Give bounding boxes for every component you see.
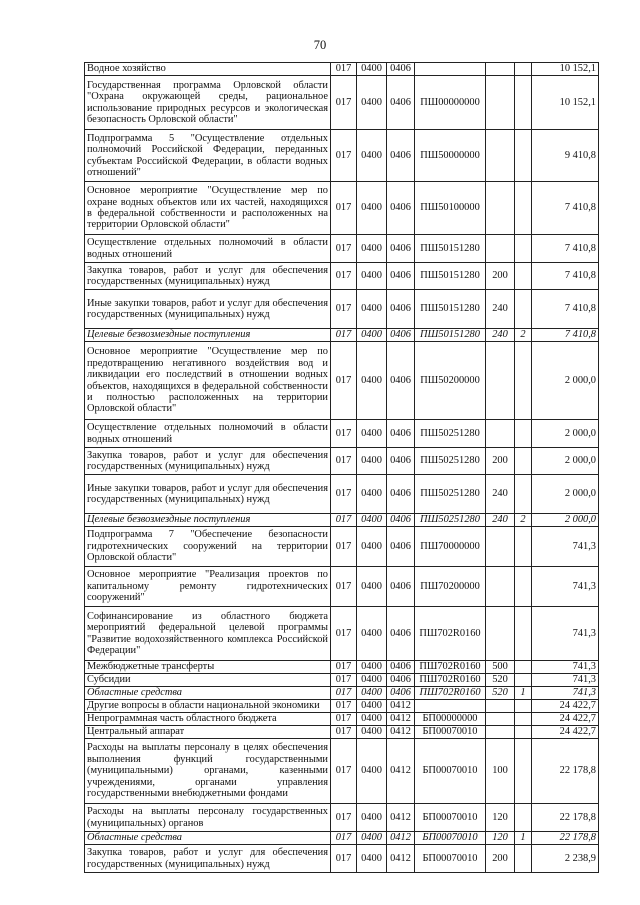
table-row [85, 674, 599, 687]
target-article-code: БП00000000 [415, 713, 486, 726]
gov-code: 017 [331, 63, 357, 76]
section-code: 0400 [357, 76, 387, 130]
subsection-code: 0406 [387, 420, 415, 448]
target-article-code: ПШ702R0160 [415, 661, 486, 674]
section-code: 0400 [357, 514, 387, 527]
expense-type-code [486, 726, 515, 739]
expense-type-code: 200 [486, 263, 515, 290]
row-name: Другие вопросы в области национальной экономики [85, 700, 331, 713]
row-name: Областные средства [85, 832, 331, 845]
row-name: Осуществление отдельных полномочий в области водных отношений [85, 420, 331, 448]
amount: 10 152,1 [532, 76, 599, 130]
gov-code: 017 [331, 527, 357, 567]
section-code: 0400 [357, 448, 387, 475]
amount: 2 000,0 [532, 475, 599, 514]
section-code: 0400 [357, 263, 387, 290]
subsection-code: 0406 [387, 674, 415, 687]
amount: 741,3 [532, 567, 599, 607]
table-row [85, 329, 599, 342]
row-name: Иные закупки товаров, работ и услуг для обеспечения государственных (муниципальных) нужд [85, 290, 331, 329]
subsection-code: 0406 [387, 182, 415, 235]
fund-source-code [515, 235, 532, 263]
row-name: Межбюджетные трансферты [85, 661, 331, 674]
fund-source-code [515, 420, 532, 448]
row-name: Основное мероприятие "Осуществление мер по предотвращению негативного воздействия вод и ликвидации его последствий в отношении водных объектов, находящихся в федеральной собственности и полностью расположенных на территории Орловской области" [85, 342, 331, 420]
row-name: Закупка товаров, работ и услуг для обеспечения государственных (муниципальных) нужд [85, 845, 331, 873]
section-code: 0400 [357, 726, 387, 739]
target-article-code: ПШ50251280 [415, 448, 486, 475]
row-name: Целевые безвозмездные поступления [85, 514, 331, 527]
expense-type-code: 520 [486, 674, 515, 687]
amount: 7 410,8 [532, 329, 599, 342]
target-article-code: ПШ50251280 [415, 514, 486, 527]
section-code: 0400 [357, 182, 387, 235]
fund-source-code: 2 [515, 514, 532, 527]
fund-source-code: 2 [515, 329, 532, 342]
target-article-code: БП00070010 [415, 739, 486, 804]
amount: 741,3 [532, 661, 599, 674]
section-code: 0400 [357, 63, 387, 76]
gov-code: 017 [331, 739, 357, 804]
expense-type-code [486, 700, 515, 713]
table-row [85, 700, 599, 713]
subsection-code: 0412 [387, 713, 415, 726]
amount: 9 410,8 [532, 130, 599, 182]
expense-type-code: 200 [486, 448, 515, 475]
section-code: 0400 [357, 235, 387, 263]
section-code: 0400 [357, 687, 387, 700]
row-name: Закупка товаров, работ и услуг для обеспечения государственных (муниципальных) нужд [85, 263, 331, 290]
section-code: 0400 [357, 527, 387, 567]
subsection-code: 0406 [387, 342, 415, 420]
gov-code: 017 [331, 235, 357, 263]
target-article-code: ПШ70200000 [415, 567, 486, 607]
fund-source-code [515, 845, 532, 873]
subsection-code: 0406 [387, 329, 415, 342]
table-row [85, 661, 599, 674]
expense-type-code [486, 420, 515, 448]
gov-code: 017 [331, 674, 357, 687]
subsection-code: 0412 [387, 845, 415, 873]
row-name: Закупка товаров, работ и услуг для обеспечения государственных (муниципальных) нужд [85, 448, 331, 475]
fund-source-code [515, 739, 532, 804]
row-name: Осуществление отдельных полномочий в области водных отношений [85, 235, 331, 263]
subsection-code: 0406 [387, 263, 415, 290]
amount: 7 410,8 [532, 235, 599, 263]
subsection-code: 0412 [387, 832, 415, 845]
fund-source-code [515, 713, 532, 726]
row-name: Областные средства [85, 687, 331, 700]
fund-source-code [515, 804, 532, 832]
target-article-code: ПШ702R0160 [415, 674, 486, 687]
budget-table [84, 62, 599, 873]
table-row [85, 607, 599, 661]
row-name: Субсидии [85, 674, 331, 687]
fund-source-code [515, 726, 532, 739]
target-article-code: ПШ702R0160 [415, 687, 486, 700]
section-code: 0400 [357, 567, 387, 607]
row-name: Иные закупки товаров, работ и услуг для обеспечения государственных (муниципальных) нужд [85, 475, 331, 514]
expense-type-code [486, 567, 515, 607]
gov-code: 017 [331, 329, 357, 342]
gov-code: 017 [331, 661, 357, 674]
target-article-code: ПШ702R0160 [415, 607, 486, 661]
fund-source-code: 1 [515, 832, 532, 845]
fund-source-code [515, 76, 532, 130]
target-article-code [415, 700, 486, 713]
target-article-code: ПШ50151280 [415, 329, 486, 342]
target-article-code: ПШ50200000 [415, 342, 486, 420]
gov-code: 017 [331, 804, 357, 832]
row-name: Софинансирование из областного бюджета мероприятий федеральной целевой программы "Развитие водохозяйственного комплекса Российской Федерации" [85, 607, 331, 661]
table-row [85, 475, 599, 514]
gov-code: 017 [331, 514, 357, 527]
expense-type-code [486, 342, 515, 420]
fund-source-code [515, 700, 532, 713]
expense-type-code: 120 [486, 804, 515, 832]
table-row [85, 263, 599, 290]
target-article-code: БП00070010 [415, 726, 486, 739]
gov-code: 017 [331, 420, 357, 448]
expense-type-code [486, 130, 515, 182]
row-name: Подпрограмма 5 "Осуществление отдельных полномочий Российской Федерации, переданных субъектам Российской Федерации, в области водных отношений" [85, 130, 331, 182]
target-article-code: ПШ50251280 [415, 420, 486, 448]
subsection-code: 0406 [387, 607, 415, 661]
table-row [85, 739, 599, 804]
fund-source-code [515, 263, 532, 290]
row-name: Подпрограмма 7 "Обеспечение безопасности гидротехнических сооружений на территории Орловской области" [85, 527, 331, 567]
amount: 741,3 [532, 527, 599, 567]
expense-type-code [486, 713, 515, 726]
fund-source-code [515, 567, 532, 607]
section-code: 0400 [357, 329, 387, 342]
gov-code: 017 [331, 263, 357, 290]
amount: 7 410,8 [532, 290, 599, 329]
subsection-code: 0406 [387, 475, 415, 514]
table-row [85, 567, 599, 607]
target-article-code: БП00070010 [415, 845, 486, 873]
table-row [85, 687, 599, 700]
amount: 2 000,0 [532, 420, 599, 448]
table-row [85, 290, 599, 329]
subsection-code: 0406 [387, 514, 415, 527]
expense-type-code: 200 [486, 845, 515, 873]
subsection-code: 0406 [387, 130, 415, 182]
subsection-code: 0406 [387, 235, 415, 263]
fund-source-code [515, 607, 532, 661]
target-article-code [415, 63, 486, 76]
amount: 741,3 [532, 607, 599, 661]
table-row [85, 63, 599, 76]
expense-type-code: 240 [486, 329, 515, 342]
table-row [85, 448, 599, 475]
target-article-code: БП00070010 [415, 804, 486, 832]
section-code: 0400 [357, 700, 387, 713]
target-article-code: ПШ50151280 [415, 235, 486, 263]
amount: 22 178,8 [532, 832, 599, 845]
section-code: 0400 [357, 342, 387, 420]
section-code: 0400 [357, 420, 387, 448]
amount: 24 422,7 [532, 713, 599, 726]
gov-code: 017 [331, 290, 357, 329]
row-name: Целевые безвозмездные поступления [85, 329, 331, 342]
table-row [85, 713, 599, 726]
subsection-code: 0412 [387, 700, 415, 713]
amount: 741,3 [532, 687, 599, 700]
amount: 10 152,1 [532, 63, 599, 76]
subsection-code: 0406 [387, 527, 415, 567]
target-article-code: ПШ70000000 [415, 527, 486, 567]
page-number: 70 [313, 38, 327, 52]
expense-type-code: 520 [486, 687, 515, 700]
fund-source-code [515, 448, 532, 475]
row-name: Центральный аппарат [85, 726, 331, 739]
expense-type-code: 240 [486, 514, 515, 527]
gov-code: 017 [331, 607, 357, 661]
amount: 741,3 [532, 674, 599, 687]
row-name: Непрограммная часть областного бюджета [85, 713, 331, 726]
amount: 22 178,8 [532, 804, 599, 832]
row-name: Государственная программа Орловской области "Охрана окружающей среды, рациональное использование природных ресурсов и экологическая безопасность Орловской области" [85, 76, 331, 130]
target-article-code: ПШ50151280 [415, 290, 486, 329]
row-name: Основное мероприятие "Осуществление мер по охране водных объектов или их частей, находящихся в федеральной собственности и расположенных на территории Орловской области" [85, 182, 331, 235]
table-row [85, 342, 599, 420]
table-row [85, 235, 599, 263]
row-name: Расходы на выплаты персоналу в целях обеспечения выполнения функций государственными (муниципальными) органами, казенными учреждениями, органами управления государственными внебюджетными фондами [85, 739, 331, 804]
fund-source-code [515, 130, 532, 182]
gov-code: 017 [331, 726, 357, 739]
fund-source-code: 1 [515, 687, 532, 700]
subsection-code: 0406 [387, 290, 415, 329]
table-row [85, 832, 599, 845]
table-row [85, 514, 599, 527]
subsection-code: 0406 [387, 76, 415, 130]
section-code: 0400 [357, 713, 387, 726]
amount: 24 422,7 [532, 700, 599, 713]
table-row [85, 845, 599, 873]
gov-code: 017 [331, 475, 357, 514]
row-name: Расходы на выплаты персоналу государственных (муниципальных) органов [85, 804, 331, 832]
fund-source-code [515, 290, 532, 329]
expense-type-code [486, 182, 515, 235]
gov-code: 017 [331, 76, 357, 130]
section-code: 0400 [357, 739, 387, 804]
fund-source-code [515, 182, 532, 235]
gov-code: 017 [331, 130, 357, 182]
expense-type-code [486, 235, 515, 263]
subsection-code: 0406 [387, 63, 415, 76]
section-code: 0400 [357, 475, 387, 514]
row-name: Водное хозяйство [85, 63, 331, 76]
target-article-code: ПШ50100000 [415, 182, 486, 235]
amount: 24 422,7 [532, 726, 599, 739]
gov-code: 017 [331, 448, 357, 475]
expense-type-code: 240 [486, 475, 515, 514]
expense-type-code: 100 [486, 739, 515, 804]
gov-code: 017 [331, 700, 357, 713]
table-row [85, 527, 599, 567]
table-row [85, 76, 599, 130]
fund-source-code [515, 674, 532, 687]
section-code: 0400 [357, 804, 387, 832]
target-article-code: БП00070010 [415, 832, 486, 845]
fund-source-code [515, 63, 532, 76]
gov-code: 017 [331, 832, 357, 845]
expense-type-code [486, 607, 515, 661]
target-article-code: ПШ50151280 [415, 263, 486, 290]
table-row [85, 130, 599, 182]
section-code: 0400 [357, 832, 387, 845]
subsection-code: 0406 [387, 687, 415, 700]
expense-type-code: 500 [486, 661, 515, 674]
target-article-code: ПШ50251280 [415, 475, 486, 514]
fund-source-code [515, 527, 532, 567]
subsection-code: 0406 [387, 661, 415, 674]
gov-code: 017 [331, 567, 357, 607]
section-code: 0400 [357, 607, 387, 661]
amount: 2 238,9 [532, 845, 599, 873]
fund-source-code [515, 661, 532, 674]
subsection-code: 0406 [387, 448, 415, 475]
gov-code: 017 [331, 713, 357, 726]
section-code: 0400 [357, 661, 387, 674]
expense-type-code [486, 76, 515, 130]
section-code: 0400 [357, 674, 387, 687]
table-row [85, 804, 599, 832]
section-code: 0400 [357, 845, 387, 873]
subsection-code: 0412 [387, 739, 415, 804]
gov-code: 017 [331, 687, 357, 700]
expense-type-code: 240 [486, 290, 515, 329]
table-row [85, 726, 599, 739]
subsection-code: 0406 [387, 567, 415, 607]
amount: 7 410,8 [532, 182, 599, 235]
amount: 2 000,0 [532, 342, 599, 420]
row-name: Основное мероприятие "Реализация проектов по капитальному ремонту гидротехнических сооружений" [85, 567, 331, 607]
target-article-code: ПШ00000000 [415, 76, 486, 130]
section-code: 0400 [357, 130, 387, 182]
expense-type-code [486, 527, 515, 567]
target-article-code: ПШ50000000 [415, 130, 486, 182]
fund-source-code [515, 342, 532, 420]
table-row [85, 182, 599, 235]
table-row [85, 420, 599, 448]
gov-code: 017 [331, 342, 357, 420]
expense-type-code: 120 [486, 832, 515, 845]
fund-source-code [515, 475, 532, 514]
section-code: 0400 [357, 290, 387, 329]
gov-code: 017 [331, 845, 357, 873]
expense-type-code [486, 63, 515, 76]
subsection-code: 0412 [387, 804, 415, 832]
subsection-code: 0412 [387, 726, 415, 739]
amount: 2 000,0 [532, 514, 599, 527]
amount: 22 178,8 [532, 739, 599, 804]
gov-code: 017 [331, 182, 357, 235]
amount: 2 000,0 [532, 448, 599, 475]
amount: 7 410,8 [532, 263, 599, 290]
